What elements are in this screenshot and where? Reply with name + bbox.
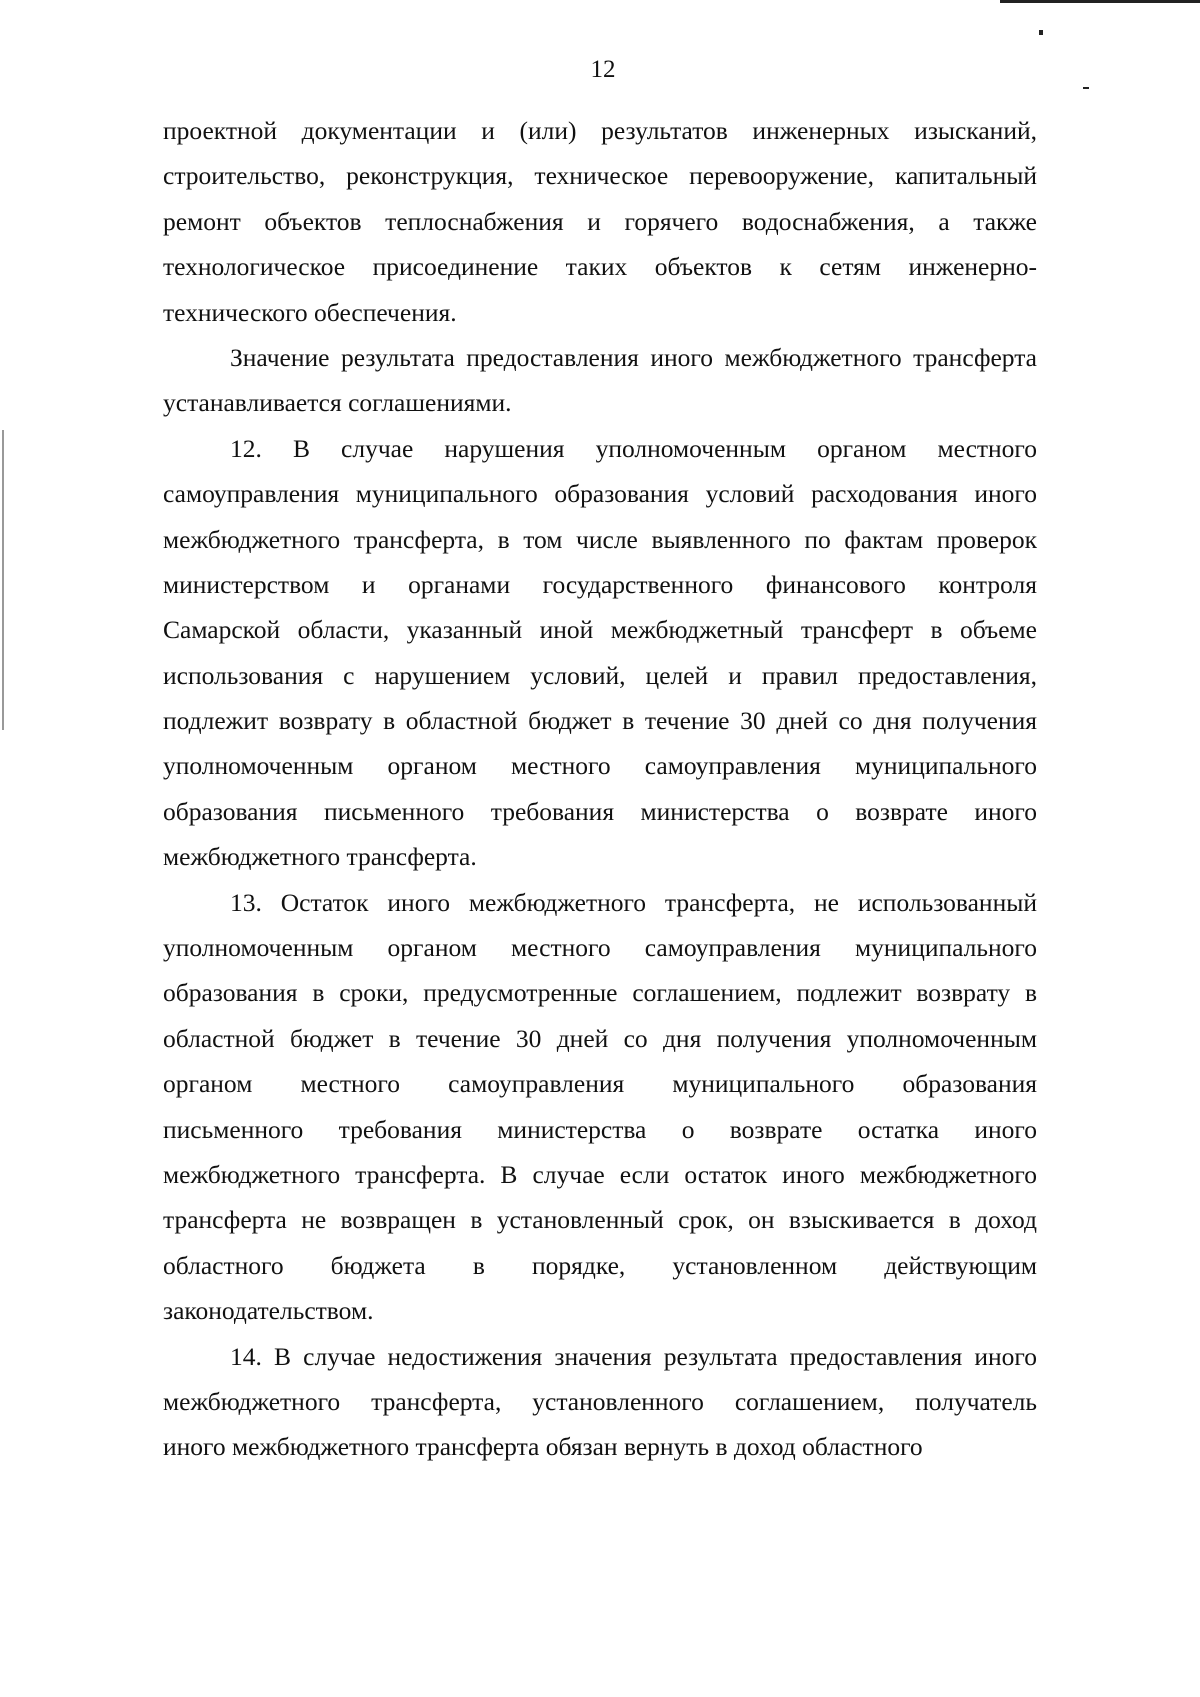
text-line: межбюджетного трансферта. В случае если остаток иного межбюджетного bbox=[163, 1159, 1037, 1189]
text-line: проектной документации и (или) результатов инженерных изысканий, bbox=[163, 116, 1037, 145]
paragraph bbox=[163, 335, 1037, 426]
text-line: межбюджетного трансферта, в том числе выявленного по фактам проверок bbox=[163, 524, 1037, 554]
text-line: законодательством. bbox=[163, 1296, 374, 1326]
text-line: ремонт объектов теплоснабжения и горячего водоснабжения, а также bbox=[163, 206, 1037, 236]
text-line: трансферта не возвращен в установленный срок, он взыскивается в доход bbox=[163, 1205, 1037, 1235]
scan-edge-line bbox=[2, 430, 4, 730]
text-line: 12. В случае нарушения уполномоченным органом местного bbox=[230, 433, 1037, 463]
page-number: 12 bbox=[590, 56, 616, 83]
paragraph bbox=[163, 880, 1037, 1334]
text-line: министерством и органами государственного финансового контроля bbox=[163, 569, 1037, 599]
text-line: образования в сроки, предусмотренные соглашением, подлежит возврату в bbox=[163, 978, 1037, 1008]
text-line: Значение результата предоставления иного межбюджетного трансферта bbox=[230, 342, 1037, 372]
text-line: самоуправления муниципального образования условий расходования иного bbox=[163, 479, 1037, 509]
text-line: уполномоченным органом местного самоуправления муниципального bbox=[163, 933, 1037, 963]
scan-speck bbox=[1039, 30, 1043, 35]
text-line: уполномоченным органом местного самоуправления муниципального bbox=[163, 751, 1037, 781]
text-line: межбюджетного трансферта, установленного соглашением, получатель bbox=[163, 1386, 1037, 1416]
paragraph bbox=[163, 1334, 1037, 1470]
text-line: образования письменного требования министерства о возврате иного bbox=[163, 796, 1037, 826]
text-line: использования с нарушением условий, целей и правил предоставления, bbox=[163, 660, 1037, 690]
paragraph bbox=[163, 108, 1037, 335]
scan-edge-line bbox=[1000, 0, 1200, 3]
text-line: письменного требования министерства о возврате остатка иного bbox=[163, 1114, 1037, 1144]
text-line: строительство, реконструкция, техническое перевооружение, капитальный bbox=[163, 161, 1037, 191]
text-line: областной бюджет в течение 30 дней со дня получения уполномоченным bbox=[163, 1023, 1037, 1053]
text-line: 14. В случае недостижения значения результата предоставления иного bbox=[230, 1341, 1037, 1371]
text-line: технического обеспечения. bbox=[163, 297, 457, 327]
text-line: Самарской области, указанный иной межбюджетный трансферт в объеме bbox=[163, 615, 1037, 645]
scan-speck bbox=[1083, 87, 1089, 89]
text-line: технологическое присоединение таких объектов к сетям инженерно- bbox=[163, 252, 1037, 282]
paragraph bbox=[163, 426, 1037, 880]
text-line: органом местного самоуправления муниципального образования bbox=[163, 1069, 1037, 1099]
text-line: иного межбюджетного трансферта обязан вернуть в доход областного bbox=[163, 1432, 923, 1462]
document-body bbox=[163, 108, 1037, 1470]
text-line: устанавливается соглашениями. bbox=[163, 388, 512, 418]
text-line: областного бюджета в порядке, установленном действующим bbox=[163, 1250, 1037, 1280]
text-line: межбюджетного трансферта. bbox=[163, 842, 477, 872]
text-line: подлежит возврату в областной бюджет в течение 30 дней со дня получения bbox=[163, 706, 1037, 736]
text-line: 13. Остаток иного межбюджетного трансферта, не использованный bbox=[230, 887, 1037, 917]
